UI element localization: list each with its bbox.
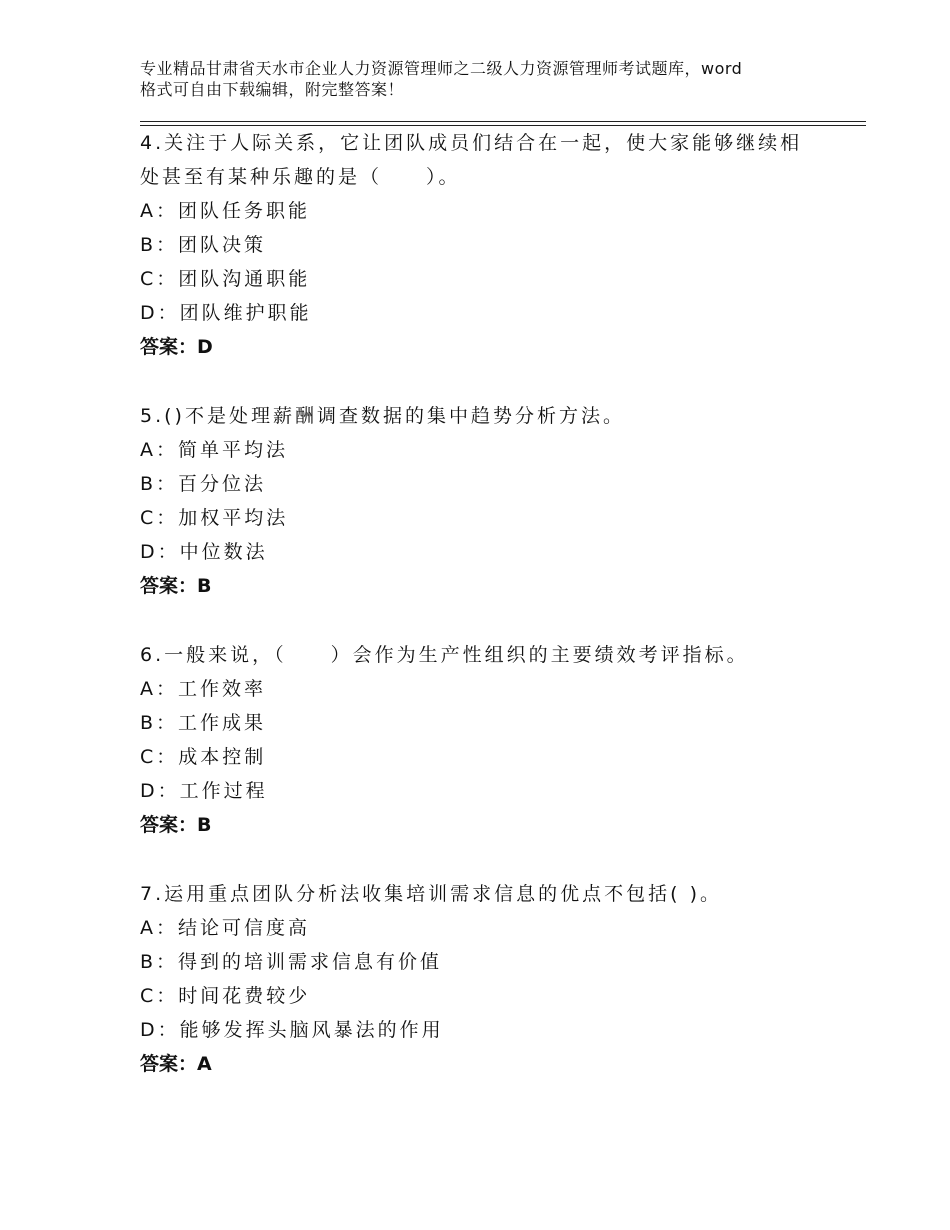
question-stem: 5.()不是处理薪酬调查数据的集中趋势分析方法。 [140,405,625,427]
question-gap [140,603,840,638]
question-list [140,126,840,1081]
answer: 答案：B [140,814,212,836]
question-5 [140,399,840,603]
option-d: D：团队维护职能 [140,302,312,324]
option-a: A：简单平均法 [140,439,288,461]
header-line-2: 格式可自由下载编辑，附完整答案！ [140,80,405,99]
option-b: B：百分位法 [140,473,267,495]
answer: 答案：A [140,1053,212,1075]
question-gap [140,364,840,399]
document-header [140,58,840,100]
question-stem: 处甚至有某种乐趣的是（ ）。 [140,166,461,188]
header-divider-top [140,121,866,122]
option-b: B：工作成果 [140,712,267,734]
option-a: A：工作效率 [140,678,266,700]
option-d: D：工作过程 [140,780,268,802]
question-7 [140,877,840,1081]
option-b: B：得到的培训需求信息有价值 [140,951,443,973]
answer: 答案：D [140,336,213,358]
question-stem: 7.运用重点团队分析法收集培训需求信息的优点不包括( )。 [140,883,722,905]
option-d: D：能够发挥头脑风暴法的作用 [140,1019,444,1041]
question-4 [140,126,840,364]
option-d: D：中位数法 [140,541,268,563]
option-a: A：结论可信度高 [140,917,310,939]
option-c: C：加权平均法 [140,507,289,529]
answer: 答案：B [140,575,212,597]
option-b: B：团队决策 [140,234,267,256]
question-stem: 6.一般来说，（ ）会作为生产性组织的主要绩效考评指标。 [140,644,749,666]
option-c: C：团队沟通职能 [140,268,311,290]
option-c: C：时间花费较少 [140,985,311,1007]
option-c: C：成本控制 [140,746,267,768]
header-line-1: 专业精品甘肃省天水市企业人力资源管理师之二级人力资源管理师考试题库，word [140,59,743,78]
question-gap [140,842,840,877]
question-6 [140,638,840,842]
question-stem: 4.关注于人际关系，它让团队成员们结合在一起，使大家能够继续相 [140,132,803,154]
option-a: A：团队任务职能 [140,200,310,222]
